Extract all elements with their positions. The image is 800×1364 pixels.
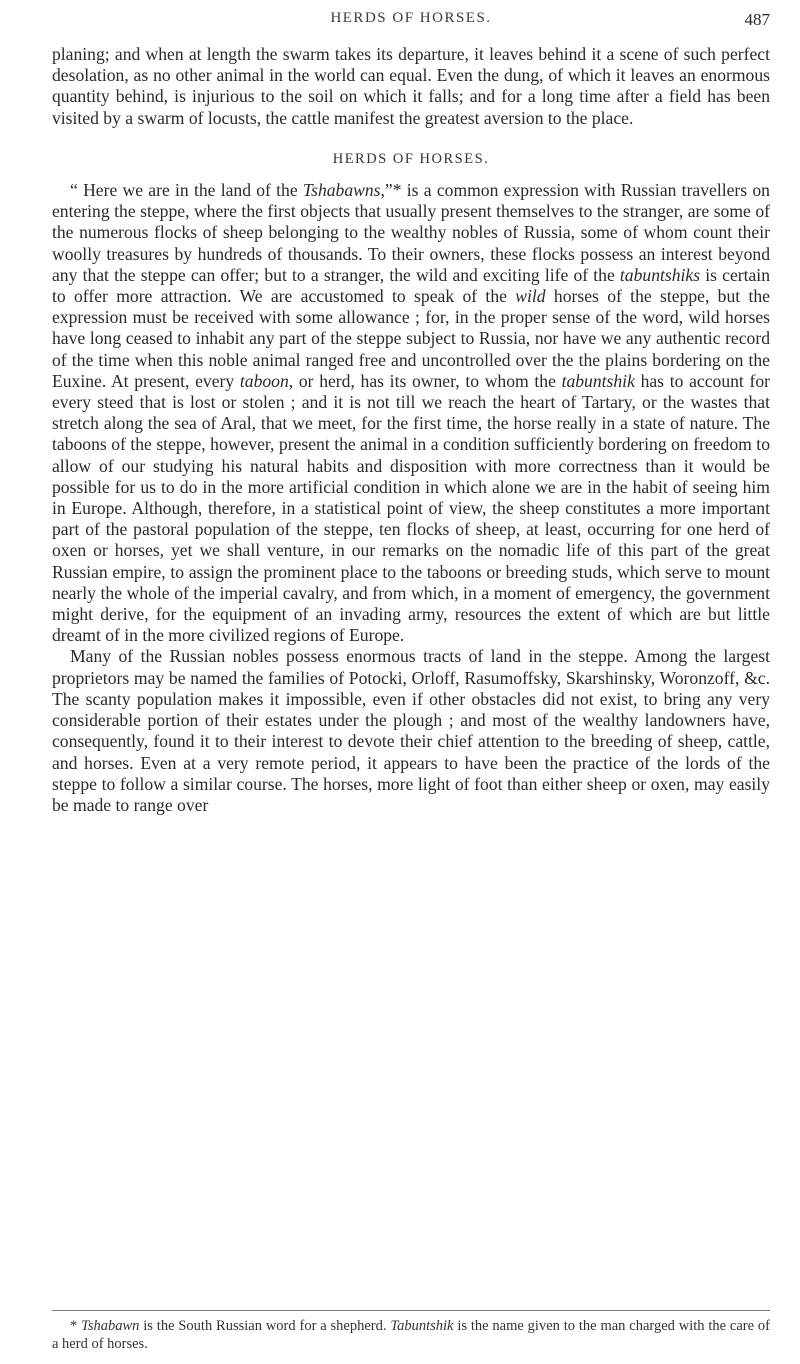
- paragraph-herds-intro: [52, 180, 770, 646]
- body-text: [52, 44, 770, 816]
- italic-term: Tshabawns: [302, 180, 381, 201]
- footnote-divider: [52, 1310, 770, 1311]
- paragraph-nobles: Many of the Russian nobles possess enormous tracts of land in the steppe. Among the largest proprietors may be named the families of Potocki, Orloff, Rasumoffsky, Skarshinsky, Woronzoff, &c. The scanty population makes it impossible, even if other obstacles did not exist, to bring any very considerable portion of their estates under the plough ; and most of the wealthy landowners have, consequently, found it to their interest to devote their chief attention to the breeding of sheep, cattle, and horses. Even at a very remote period, it appears to have been the practice of the lords of the steppe to follow a similar course. The horses, more light of foot than either sheep or oxen, may easily be made to range over: [52, 646, 770, 815]
- text-run: has to account for every steed that is lost or stolen ; and it is not till we reach the heart of Tartary, or the wastes that stretch along the sea of Aral, that we meet, for the first time, the horse really in a state of nature. The taboons of the steppe, however, present the animal in a condition sufficiently bordering on freedom to allow of our studying his natural habits and disposition with more correctness than it would be possible for us to do in the more artificial condition in which alone we are in the habit of seeing him in Europe. Although, therefore, in a statistical point of view, the sheep constitutes a more important part of the pastoral population of the steppe, ten flocks of sheep, at least, occurring for one herd of oxen or horses, yet we shall venture, in our remarks on the nomadic life of this part of the great Russian empire, to assign the prominent place to the taboons or breeding studs, which serve to mount nearly the whole of the imperial cavalry, and from which, in a moment of emergency, the government might derive, for the equipment of an invading army, resources the extent of which are but little dreamt of in the more civilized regions of Europe.: [52, 370, 771, 646]
- text-run: horses of the steppe, but the expression must be received with some allowance ; for, in the proper sense of the word, wild horses have long ceased to inhabit any part of the steppe subject to Russia, nor have we any authentic record of the time when this noble animal ranged free and uncontrolled over the the plains bordering on the Euxine. At present, every: [52, 286, 770, 391]
- italic-term: taboon: [239, 370, 289, 391]
- footnote: [52, 1317, 770, 1353]
- text-run: ,”* is a common expression with Russian travellers on entering the steppe, where the first objects that usually present themselves to the stranger, are some of the numerous flocks of sheep belonging to the wealthy nobles of Russia, some of whom count their woolly treasures by hundreds of thousands. To their owners, these flocks possess an interest beyond any that the steppe can offer; but to a stranger, the wild and exciting life of the: [52, 180, 770, 285]
- footnote-marker: *: [70, 1318, 82, 1334]
- text-run: is certain to offer more attraction. We are accustomed to speak of the: [52, 264, 770, 307]
- page-number: 487: [744, 10, 770, 29]
- text-run: is the South Russian word for a shepherd.: [139, 1318, 391, 1334]
- paragraph-locusts: planing; and when at length the swarm takes its departure, it leaves behind it a scene of such perfect desolation, as no other animal in the world can equal. Even the dung, of which it leaves an enormous quantity behind, is injurious to the soil on which it falls; and for a long time after a field has been visited by a swarm of locusts, the cattle manifest the greatest aversion to the place.: [52, 44, 770, 128]
- running-title: HERDS OF HORSES.: [330, 10, 492, 26]
- italic-term: tabuntshiks: [619, 264, 701, 285]
- italic-term: wild: [515, 286, 546, 307]
- italic-term: Tabuntshik: [390, 1318, 454, 1334]
- text-run: “ Here we are in the land of the: [70, 180, 303, 201]
- footnote-text: [52, 1317, 770, 1353]
- running-head: [52, 10, 770, 32]
- section-heading: HERDS OF HORSES.: [332, 150, 490, 167]
- italic-term: tabuntshik: [561, 370, 635, 391]
- text-run: , or herd, has its owner, to whom the: [288, 370, 562, 391]
- italic-term: Tshabawn: [81, 1318, 140, 1334]
- text-run: is the name given to the man charged with the care of a herd of horses.: [52, 1318, 771, 1352]
